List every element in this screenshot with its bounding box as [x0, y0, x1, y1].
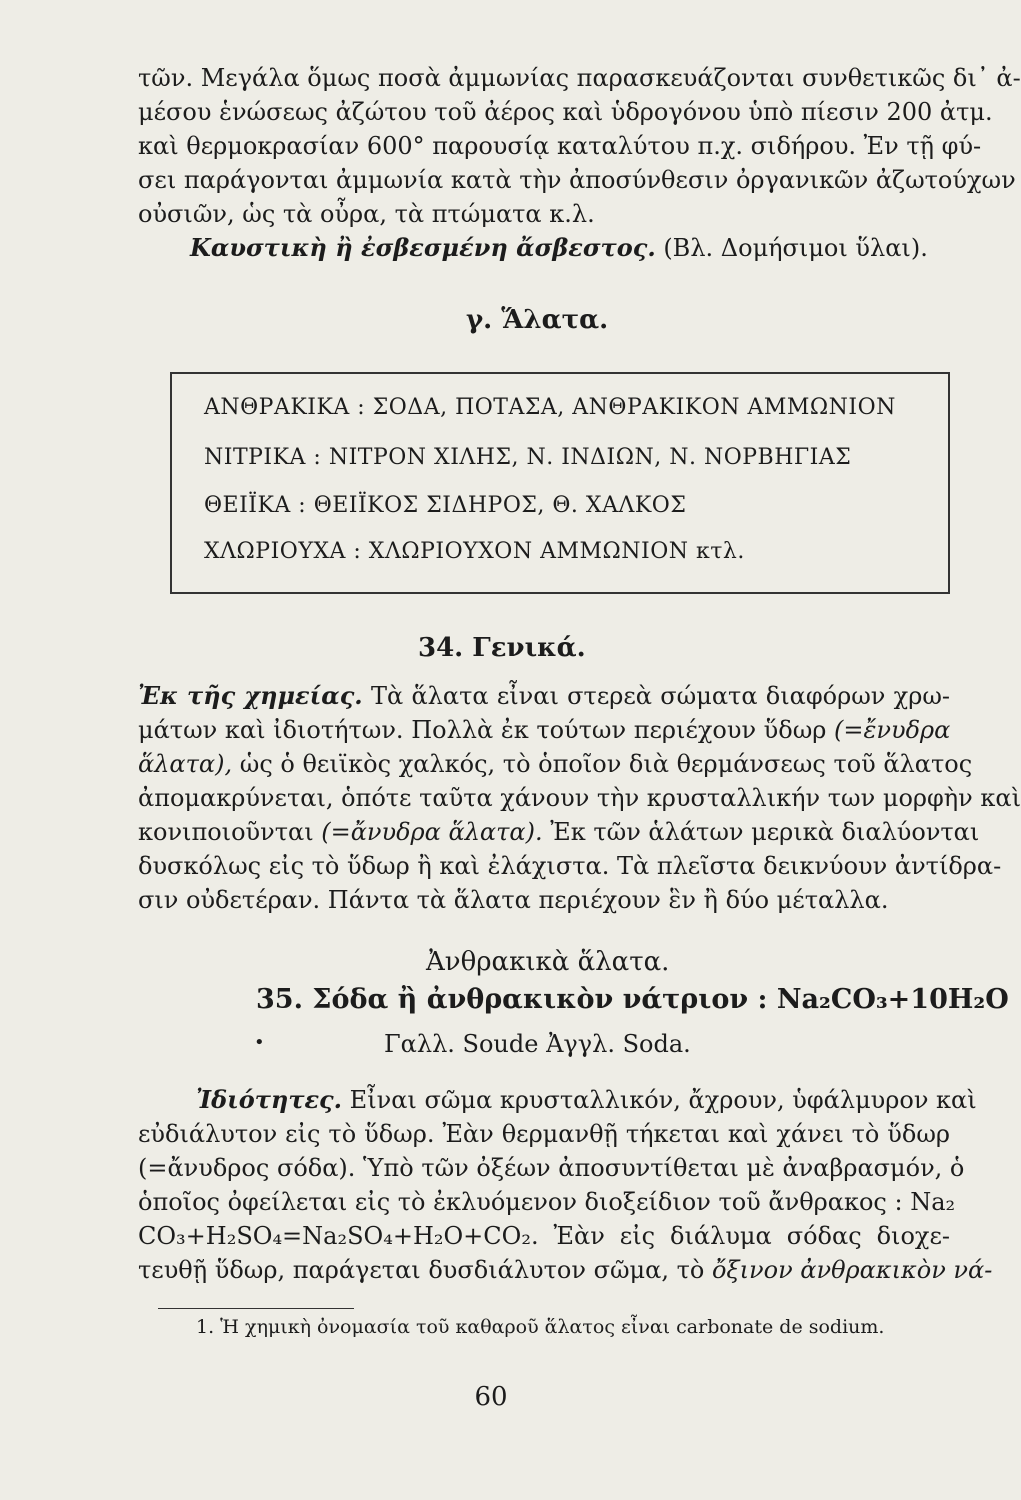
text-line	[138, 816, 980, 848]
salts-box	[170, 372, 950, 594]
text-line: εὐδιάλυτον εἰς τὸ ὕδωρ. Ἐὰν θερμανθῇ τήκεται καὶ χάνει τὸ ὕδωρ	[138, 1120, 950, 1148]
lime-line	[190, 232, 928, 264]
footnote: 1. Ἡ χημικὴ ὀνομασία τοῦ καθαροῦ ἅλατος εἶναι carbonate de sodium.	[196, 1316, 885, 1338]
text-line	[138, 1254, 993, 1286]
text-line: σει παράγονται ἀμμωνία κατὰ τὴν ἀποσύνθεσιν ὀργανικῶν ἀζωτούχων	[138, 166, 1016, 194]
lime-reference: (Βλ. Δομήσιμοι ὕλαι).	[663, 234, 928, 262]
carbonates-heading: Ἀνθρακικὰ ἅλατα.	[426, 947, 670, 977]
text-span: Τὰ ἅλατα εἶναι στερεὰ σώματα διαφόρων χρω-	[370, 682, 950, 710]
text-line: ὁποῖος ὀφείλεται εἰς τὸ ἐκλυόμενον διοξείδιον τοῦ ἄνθρακος : Na₂	[138, 1188, 956, 1216]
footnote-rule	[158, 1308, 354, 1309]
text-span: ὡς ὁ θειϊκὸς χαλκός, τὸ ὁποῖον διὰ θερμάνσεως τοῦ ἅλατος	[239, 750, 973, 778]
text-line: δυσκόλως εἰς τὸ ὕδωρ ἢ καὶ ἐλάχιστα. Τὰ πλεῖστα δεικνύουν ἀντίδρα-	[138, 852, 1002, 880]
soda-formula: Na₂CO₃+10H₂O	[776, 984, 1009, 1015]
section-35-title	[256, 984, 1009, 1016]
text-span: ὄξινον ἀνθρακικὸν νά-	[711, 1256, 993, 1284]
box-line: ΝΙΤΡΙΚΑ : ΝΙΤΡΟΝ ΧΙΛΗΣ, Ν. ΙΝΔΙΩΝ, Ν. ΝΟΡΒΗΓΙΑΣ	[204, 445, 852, 470]
text-line	[138, 680, 950, 712]
text-line	[196, 1084, 977, 1116]
text-line: μέσου ἑνώσεως ἀζώτου τοῦ ἀέρος καὶ ὑδρογόνου ὑπὸ πίεσιν 200 ἀτμ.	[138, 98, 993, 126]
text-span: (=ἄνυδρα ἅλατα).	[321, 818, 543, 846]
section-34-lead: Ἐκ τῆς χημείας.	[138, 681, 363, 710]
box-line: ΘΕΙΪΚΑ : ΘΕΙΪΚΟΣ ΣΙΔΗΡΟΣ, Θ. ΧΑΛΚΟΣ	[204, 493, 687, 518]
lime-term: Καυστικὴ ἢ ἐσβεσμένη ἄσβεστος.	[190, 233, 656, 262]
text-line	[138, 748, 973, 780]
text-span: τευθῇ ὕδωρ, παράγεται δυσδιάλυτον σῶμα, τὸ	[138, 1256, 705, 1284]
section-34-title: 34. Γενικά.	[418, 633, 586, 663]
text-line: (=ἄνυδρος σόδα). Ὑπὸ τῶν ὀξέων ἀποσυντίθεται μὲ ἀναβρασμόν, ὁ	[138, 1154, 965, 1182]
box-line: ΧΛΩΡΙΟΥΧΑ : ΧΛΩΡΙΟΥΧΟΝ ΑΜΜΩΝΙΟΝ κτλ.	[204, 539, 745, 564]
properties-lead: Ἰδιότητες.	[196, 1085, 343, 1114]
text-line: σιν οὐδετέραν. Πάντα τὰ ἅλατα περιέχουν ἓν ἢ δύο μέταλλα.	[138, 886, 889, 914]
bullet-mark: •	[254, 1032, 265, 1053]
page-number: 60	[474, 1382, 508, 1412]
section-35-name: 35. Σόδα ἢ ἀνθρακικὸν νάτριον :	[256, 984, 768, 1015]
text-line: CO₃+H₂SO₄=Na₂SO₄+H₂O+CO₂. Ἐὰν εἰς διάλυμα σόδας διοχε-	[138, 1222, 950, 1250]
text-span: μάτων καὶ ἰδιοτήτων. Πολλὰ ἐκ τούτων περιέχουν ὕδωρ	[138, 716, 827, 744]
text-span: (=ἔνυδρα	[834, 716, 951, 744]
text-line: τῶν. Μεγάλα ὅμως ποσὰ ἀμμωνίας παρασκευάζονται συνθετικῶς δι᾽ ἀ-	[138, 64, 1021, 92]
text-line: οὐσιῶν, ὡς τὰ οὖρα, τὰ πτώματα κ.λ.	[138, 200, 595, 228]
box-line: ΑΝΘΡΑΚΙΚΑ : ΣΟΔΑ, ΠΟΤΑΣΑ, ΑΝΘΡΑΚΙΚΟΝ ΑΜΜΩΝΙΟΝ	[204, 395, 896, 420]
section-gamma-heading: γ. Ἅλατα.	[466, 305, 609, 335]
text-span: κονιποιοῦνται	[138, 818, 314, 846]
text-span: Ἐκ τῶν ἁλάτων μερικὰ διαλύονται	[550, 818, 980, 846]
text-line: καὶ θερμοκρασίαν 600° παρουσίᾳ καταλύτου π.χ. σιδήρου. Ἐν τῇ φύ-	[138, 132, 982, 160]
text-line	[138, 714, 950, 746]
text-span: ἅλατα),	[138, 750, 233, 778]
soda-names: Γαλλ. Soude Ἀγγλ. Soda.	[384, 1030, 691, 1058]
text-span: Εἶναι σῶμα κρυσταλλικόν, ἄχρουν, ὑφάλμυρον καὶ	[349, 1086, 977, 1114]
text-line: ἀπομακρύνεται, ὁπότε ταῦτα χάνουν τὴν κρυσταλλικήν των μορφὴν καὶ	[138, 784, 1021, 812]
